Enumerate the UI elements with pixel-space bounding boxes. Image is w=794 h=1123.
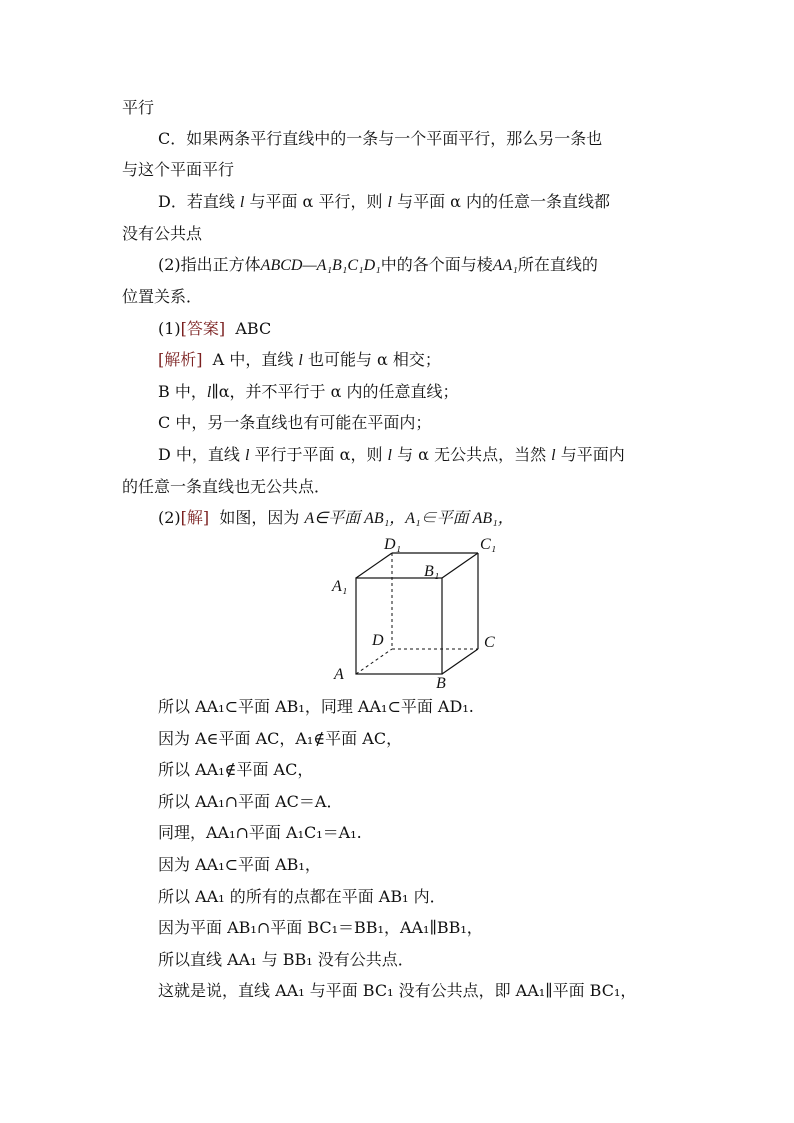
analysis-line: [解析] A 中，直线 l 也可能与 α 相交； — [158, 350, 441, 369]
option-d: D．若直线 l 与平面 α 平行，则 l 与平面 α 内的任意一条直线都 — [158, 192, 611, 211]
option-c: C．如果两条平行直线中的一条与一个平面平行，那么另一条也 — [158, 129, 603, 148]
proof-line: 同理，AA₁∩平面 A₁C₁＝A₁. — [158, 823, 362, 842]
vertex-b1-label: B₁ — [424, 563, 440, 580]
text-line: B 中，l∥α，并不平行于 α 内的任意直线； — [158, 382, 459, 401]
proof-line: 所以 AA₁∩平面 AC＝A． — [158, 792, 343, 811]
solution-tag: [解] — [180, 508, 210, 527]
text-line: D 中，直线 l 平行于平面 α，则 l 与 α 无公共点，当然 l 与平面内 — [158, 445, 625, 464]
cube-figure — [326, 533, 506, 691]
text-line: 的任意一条直线也无公共点． — [122, 477, 331, 496]
vertex-a-label: A — [334, 666, 344, 683]
edge-b1-c1 — [442, 553, 478, 578]
answer-tag: [答案] — [180, 319, 226, 338]
hidden-edge-a-d — [356, 649, 392, 674]
proof-line: 所以直线 AA₁ 与 BB₁ 没有公共点． — [158, 950, 414, 969]
vertex-b-label: B — [436, 675, 446, 691]
answer-line: (1)[答案] ABC — [158, 319, 272, 338]
vertex-c-label: C — [484, 634, 495, 651]
vertex-d-label: D — [372, 632, 384, 649]
vertex-a1-label: A₁ — [332, 578, 348, 595]
proof-line: 所以 AA₁∉平面 AC， — [158, 760, 314, 779]
edge-a1-d1 — [356, 553, 392, 578]
text-line: 与这个平面平行 — [122, 160, 235, 179]
proof-line: 因为 A∈平面 AC，A₁∉平面 AC， — [158, 729, 403, 748]
edge-b-c — [442, 649, 478, 674]
vertex-d1-label: D₁ — [384, 536, 402, 553]
text-line: 平行 — [122, 98, 155, 117]
vertex-c1-label: C₁ — [480, 536, 497, 553]
text-line: 没有公共点 — [122, 224, 203, 243]
front-face — [356, 578, 442, 674]
proof-line: 因为平面 AB₁∩平面 BC₁＝BB₁，AA₁∥BB₁， — [158, 918, 483, 937]
proof-line: 所以 AA₁ 的所有的点都在平面 AB₁ 内． — [158, 887, 446, 906]
proof-line: 所以 AA₁⊂平面 AB₁，同理 AA₁⊂平面 AD₁. — [158, 697, 474, 716]
solution-line: (2)[解] 如图，因为 A∈平面 AB₁，A₁∈平面 AB₁， — [158, 508, 514, 527]
analysis-tag: [解析] — [158, 350, 203, 369]
question-2: (2)指出正方体ABCD—A₁B₁C₁D₁中的各个面与棱AA₁所在直线的 — [158, 255, 598, 274]
proof-line: 因为 AA₁⊂平面 AB₁， — [158, 855, 321, 874]
text-line: 位置关系． — [122, 287, 203, 306]
text-line: C 中，另一条直线也有可能在平面内； — [158, 413, 432, 432]
proof-line: 这就是说，直线 AA₁ 与平面 BC₁ 没有公共点，即 AA₁∥平面 BC₁， — [158, 981, 637, 1000]
